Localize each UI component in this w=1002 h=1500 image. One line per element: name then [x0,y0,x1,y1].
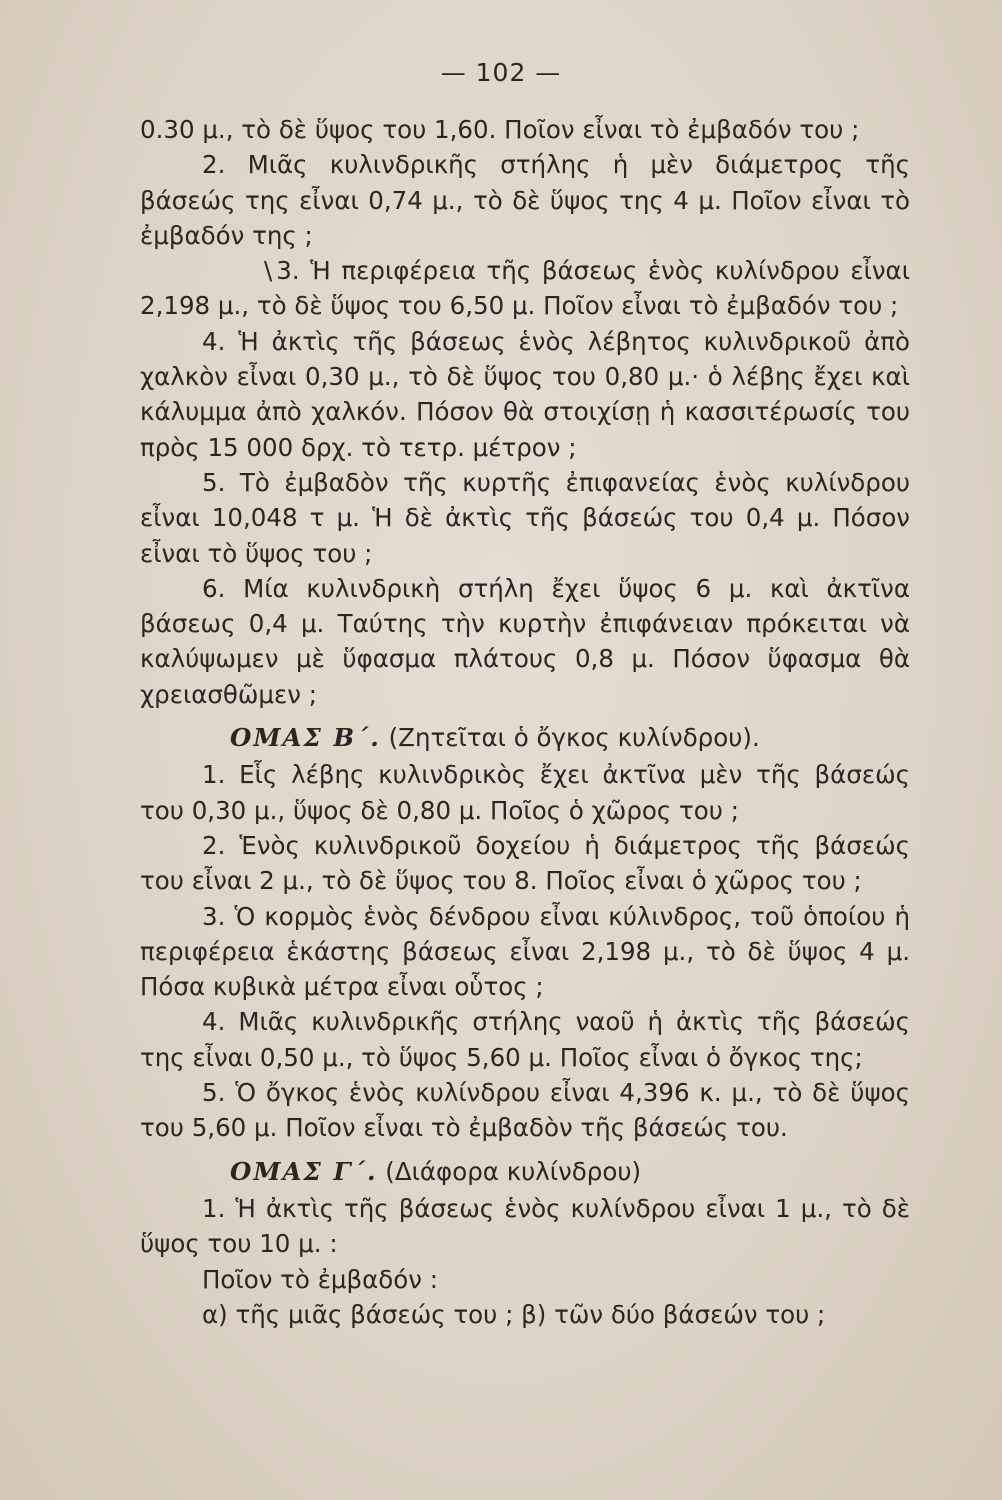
exercise-b-2: 2. Ἑνὸς κυλινδρικοῦ δοχείου ἡ διάμετρος τῆς βάσεώς του εἶναι 2 μ., τὸ δὲ ὕψος του 8. Ποῖος εἶναι ὁ χῶρος του ; [140,830,910,896]
group-c-label: ΟΜΑΣ Γ΄. [230,1156,378,1186]
exercise-a-4: 4. Ἡ ἀκτὶς τῆς βάσεως ἑνὸς λέβητος κυλινδρικοῦ ἀπὸ χαλκὸν εἶναι 0,30 μ., τὸ δὲ ὕψος του 0,80 μ.· ὁ λέβης ἔχει καὶ κάλυμμα ἀπὸ χαλκόν. Πόσον θὰ στοιχίσῃ ἡ κασσιτέρωσίς του πρὸς 15 000 δρχ. τὸ τετρ. μέτρον ; [140,326,910,462]
exercise-text [140,112,910,1332]
exercise-c-1-parts: α) τῆς μιᾶς βάσεώς του ; β) τῶν δύο βάσεών του ; [202,1299,826,1329]
group-c-heading [140,1154,910,1189]
exercise-a-6: 6. Μία κυλινδρικὴ στήλη ἔχει ὕψος 6 μ. καὶ ἀκτῖνα βάσεως 0,4 μ. Ταύτης τὴν κυρτὴν ἐπιφάνειαν πρόκειται νὰ καλύψωμεν μὲ ὕφασμα πλάτους 0,8 μ. Πόσον ὕφασμα θὰ χρειασθῶμεν ; [140,573,910,709]
exercise-b-1: 1. Εἷς λέβης κυλινδρικὸς ἔχει ἀκτῖνα μὲν τῆς βάσεώς του 0,30 μ., ὕψος δὲ 0,80 μ. Ποῖος ὁ χῶρος του ; [140,760,910,825]
group-b-subtitle: (Ζητεῖται ὁ ὄγκος κυλίνδρου). [388,723,760,753]
exercise-c-1: 1. Ἡ ἀκτὶς τῆς βάσεως ἑνὸς κυλίνδρου εἶναι 1 μ., τὸ δὲ ὕψος του 10 μ. : [140,1193,910,1259]
exercise-c-1-question: Ποῖον τὸ ἐμβαδόν : [202,1264,439,1294]
group-c-subtitle: (Διάφορα κυλίνδρου) [385,1156,642,1186]
exercise-b-5: 5. Ὁ ὄγκος ἑνὸς κυλίνδρου εἶναι 4,396 κ. μ., τὸ δὲ ὕψος του 5,60 μ. Ποῖον εἶναι τὸ ἐμβαδὸν τῆς βάσεώς του. [140,1078,910,1143]
exercise-b-3: 3. Ὁ κορμὸς ἑνὸς δένδρου εἶναι κύλινδρος, τοῦ ὁποίου ἡ περιφέρεια ἑκάστης βάσεως εἶναι 2,198 μ., τὸ δὲ ὕψος 4 μ. Πόσα κυβικὰ μέτρα εἶναι οὗτος ; [140,901,910,1002]
exercise-a-5: 5. Τὸ ἐμβαδὸν τῆς κυρτῆς ἐπιφανείας ἑνὸς κυλίνδρου εἶναι 10,048 τ μ. Ἡ δὲ ἀκτὶς τῆς βάσεώς του 0,4 μ. Πόσον εἶναι τὸ ὕψος του ; [140,467,910,568]
exercise-a-3 [140,253,910,324]
exercise-a-2: 2. Μιᾶς κυλινδρικῆς στήλης ἡ μὲν διάμετρος τῆς βάσεώς της εἶναι 0,74 μ., τὸ δὲ ὕψος της 4 μ. Ποῖον εἶναι τὸ ἐμβαδόν της ; [140,150,910,250]
margin-check-mark: \ [264,256,273,286]
exercise-b-4: 4. Μιᾶς κυλινδρικῆς στήλης ναοῦ ἡ ἀκτὶς τῆς βάσεώς της εἶναι 0,50 μ., τὸ ὕψος 5,60 μ. Ποῖος εἶναι ὁ ὄγκος της; [140,1007,910,1072]
exercise-a-3-text: 3. Ἡ περιφέρεια τῆς βάσεως ἑνὸς κυλίνδρου εἶναι 2,198 μ., τὸ δὲ ὕψος του 6,50 μ. Ποῖον εἶναι τὸ ἐμβαδόν του ; [140,256,910,321]
group-b-heading [140,720,910,755]
exercise-a-continuation: 0.30 μ., τὸ δὲ ὕψος του 1,60. Ποῖον εἶναι τὸ ἐμβαδόν του ; [140,115,860,144]
group-b-label: ΟΜΑΣ Β΄. [230,723,381,753]
page-number: — 102 — [440,58,562,87]
